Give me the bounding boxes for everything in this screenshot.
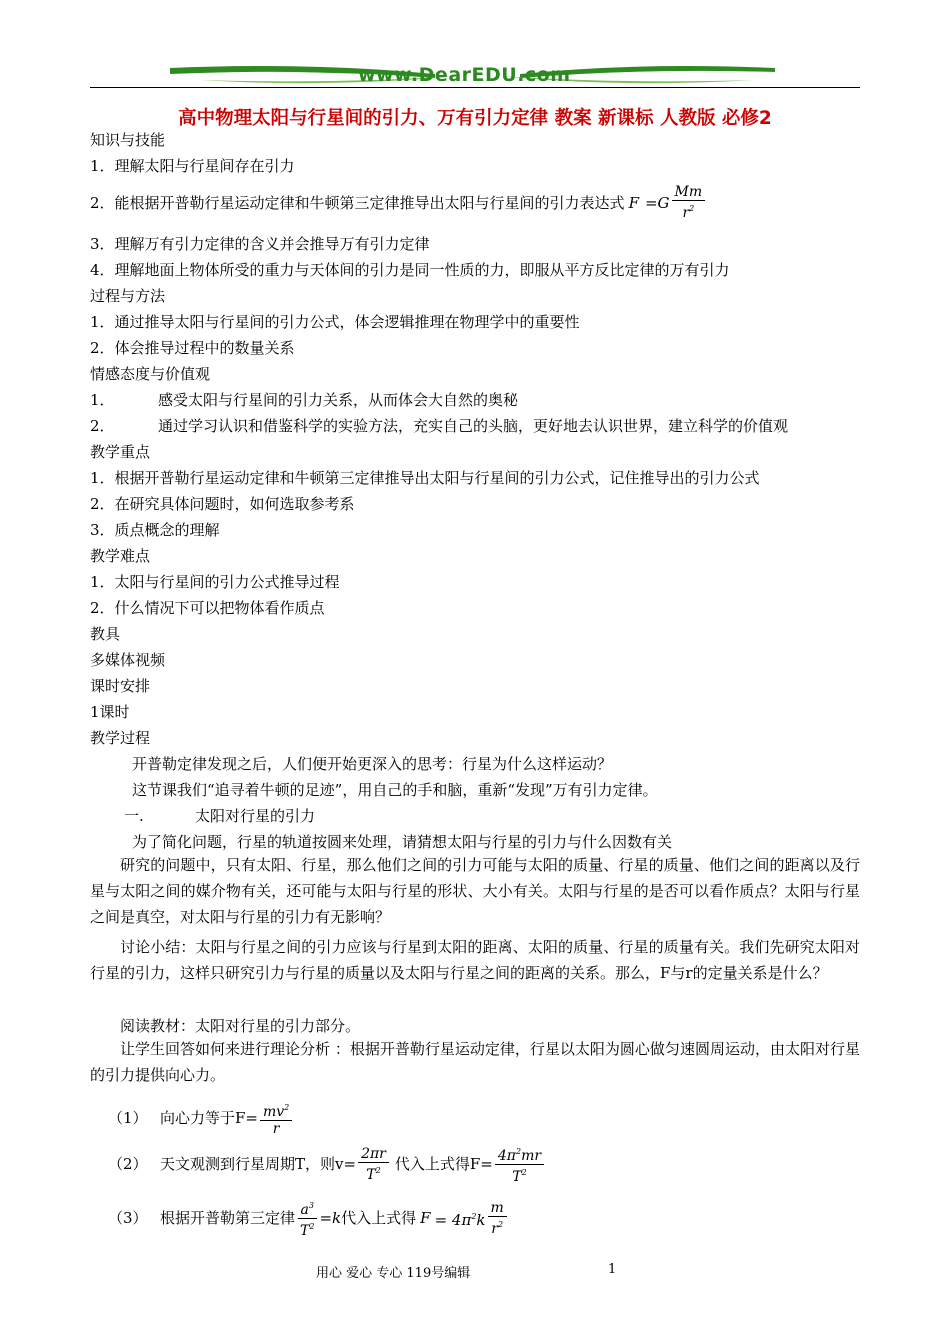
key-point-item: 3．质点概念的理解 bbox=[90, 521, 220, 539]
banner-text: www.DearEDU.com bbox=[358, 64, 571, 86]
step-3-number: （3） bbox=[108, 1209, 148, 1227]
fraction-numerator: $mv^2$ bbox=[260, 1100, 292, 1121]
key-point-item: 2．在研究具体问题时，如何选取参考系 bbox=[90, 495, 355, 513]
objective-e2: 通过学习认识和借鉴科学的实验方法，充实自己的头脑，更好地去认识世界，建立科学的价值观 bbox=[158, 417, 789, 435]
fraction-denominator: $T^2$ bbox=[300, 1221, 315, 1239]
formula-lhs: F bbox=[628, 193, 639, 212]
formula-eq: =G bbox=[644, 193, 670, 212]
heading-process-steps: 教学过程 bbox=[90, 729, 151, 747]
paragraph-3: 讨论小结：太阳与行星之间的引力应该与行星到太阳的距离、太阳的质量、行星的质量有关。我们先研究太阳对行星的引力，这样只研究引力与行星的质量以及太阳与行星之间的距离的关系。那么，F与r的定量关系是什么？ bbox=[90, 938, 860, 982]
heading-key-points: 教学重点 bbox=[90, 443, 151, 461]
fraction-denominator: $T^2$ bbox=[366, 1165, 381, 1183]
step-1 bbox=[108, 1096, 294, 1140]
heading-difficulties: 教学难点 bbox=[90, 547, 151, 565]
objective-p1: 1．通过推导太阳与行星间的引力公式，体会逻辑推理在物理学中的重要性 bbox=[90, 313, 580, 331]
heading-emotion: 情感态度与价值观 bbox=[90, 365, 211, 383]
objective-k2 bbox=[90, 184, 707, 221]
section-1-title: 太阳对行星的引力 bbox=[195, 807, 316, 825]
objective-e2-num: 2． bbox=[90, 417, 115, 435]
objective-k2-text: 2．能根据开普勒行星运动定律和牛顿第三定律推导出太阳与行星间的引力表达式 bbox=[90, 193, 625, 212]
step-3-text-b: 代入上式得 bbox=[341, 1209, 417, 1227]
step-3 bbox=[108, 1196, 509, 1240]
objective-e1: 感受太阳与行星间的引力关系，从而体会大自然的奥秘 bbox=[158, 391, 519, 409]
formula-fraction bbox=[672, 184, 706, 221]
step-3-force-mid: = $4\pi^2k$ bbox=[434, 1210, 486, 1229]
step-2-fraction-force bbox=[495, 1144, 544, 1185]
step-1-number: （1） bbox=[108, 1109, 148, 1127]
step-3-force-lhs: F bbox=[420, 1209, 431, 1227]
fraction-numerator: $a^3$ bbox=[298, 1198, 317, 1219]
step-1-fraction bbox=[260, 1100, 292, 1137]
page-title: 高中物理太阳与行星间的引力、万有引力定律 教案 新课标 人教版 必修2 bbox=[178, 108, 772, 129]
difficulty-item: 1．太阳与行星间的引力公式推导过程 bbox=[90, 573, 340, 591]
section-1-number: 一. bbox=[124, 807, 144, 825]
fraction-numerator: $4\pi^2mr$ bbox=[495, 1144, 544, 1165]
paragraph-5: 让学生回答如何来进行理论分析 ：根据开普勒行星运动定律，行星以太阳为圆心做匀速圆周运动，由太阳对行星的引力提供向心力。 bbox=[90, 1040, 860, 1084]
fraction-denominator: r bbox=[272, 1120, 280, 1137]
fraction-denominator: $T^2$ bbox=[512, 1167, 527, 1185]
intro-paragraph-1: 开普勒定律发现之后，人们便开始更深入的思考：行星为什么这样运动？ bbox=[132, 755, 613, 773]
step-3-fraction-mass bbox=[488, 1200, 507, 1237]
tools-value: 多媒体视频 bbox=[90, 651, 166, 669]
step-2-text-a: 天文观测到行星周期T，则v= bbox=[160, 1155, 357, 1173]
schedule-value: 1课时 bbox=[90, 703, 130, 721]
paragraph-4: 阅读教材：太阳对行星的引力部分。 bbox=[120, 1017, 361, 1035]
heading-knowledge: 知识与技能 bbox=[90, 131, 166, 149]
fraction-numerator: 2πr bbox=[358, 1146, 389, 1163]
fraction-numerator: m bbox=[488, 1200, 507, 1217]
heading-tools: 教具 bbox=[90, 625, 121, 643]
heading-schedule: 课时安排 bbox=[90, 677, 151, 695]
step-2 bbox=[108, 1142, 546, 1186]
fraction-denominator: $r^2$ bbox=[491, 1219, 504, 1237]
objective-p2: 2．体会推导过程中的数量关系 bbox=[90, 339, 295, 357]
objective-k1: 1．理解太阳与行星间存在引力 bbox=[90, 157, 295, 175]
step-2-number: （2） bbox=[108, 1155, 148, 1173]
step-2-text-b: 代入上式得F= bbox=[394, 1155, 493, 1173]
key-point-item: 1．根据开普勒行星运动定律和牛顿第三定律推导出太阳与行星间的引力公式，记住推导出的引力公式 bbox=[90, 469, 760, 487]
step-3-eq-k: =k bbox=[319, 1209, 342, 1227]
step-2-fraction-velocity bbox=[358, 1146, 389, 1183]
difficulty-item: 2．什么情况下可以把物体看作质点 bbox=[90, 599, 325, 617]
step-3-text-a: 根据开普勒第三定律 bbox=[160, 1209, 296, 1227]
header-rule bbox=[90, 87, 860, 88]
objective-e1-num: 1． bbox=[90, 391, 115, 409]
paragraph-2: 研究的问题中，只有太阳、行星，那么他们之间的引力可能与太阳的质量、行星的质量、他们之间的距离以及行星与太阳之间的媒介物有关，还可能与太阳与行星的形状、大小有关。太阳与行星的是否可以看作质点？太阳与行星之间是真空，对太阳与行星的引力有无影响？ bbox=[90, 856, 860, 926]
step-1-text: 向心力等于F= bbox=[160, 1109, 258, 1127]
objective-k3: 3．理解万有引力定律的含义并会推导万有引力定律 bbox=[90, 235, 430, 253]
fraction-numerator: Mm bbox=[672, 184, 706, 201]
paragraph-1: 为了简化问题，行星的轨道按圆来处理，请猜想太阳与行星的引力与什么因数有关 bbox=[132, 833, 673, 851]
page-number: 1 bbox=[608, 1262, 617, 1277]
footer-text: 用心 爱心 专心 119号编辑 bbox=[316, 1266, 471, 1281]
heading-process: 过程与方法 bbox=[90, 287, 166, 305]
step-3-fraction-kepler bbox=[297, 1198, 317, 1239]
fraction-denominator: $r^2$ bbox=[682, 204, 695, 221]
intro-paragraph-2: 这节课我们“追寻着牛顿的足迹”，用自己的手和脑，重新“发现”万有引力定律。 bbox=[132, 781, 658, 799]
objective-k4: 4．理解地面上物体所受的重力与天体间的引力是同一性质的力，即服从平方反比定律的万有引力 bbox=[90, 261, 730, 279]
